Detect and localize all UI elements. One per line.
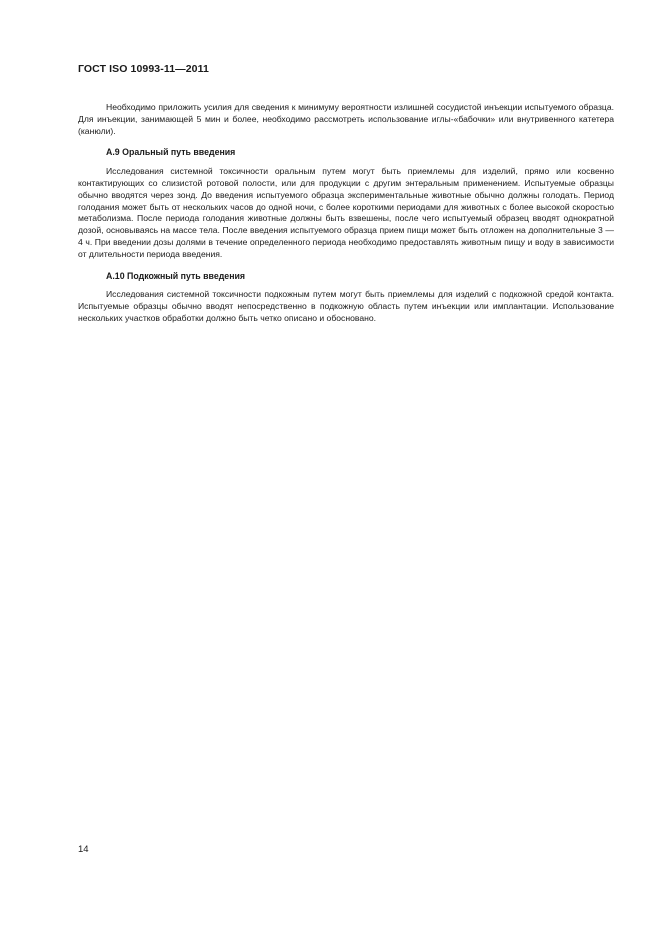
spacer <box>78 282 614 289</box>
page-number: 14 <box>78 844 89 855</box>
document-body <box>78 102 614 325</box>
spacer <box>78 137 614 147</box>
document-header: ГОСТ ISO 10993-11—2011 <box>78 63 209 75</box>
paragraph-a10-subcutaneous-route: Исследования системной токсичности подкожным путем могут быть приемлемы для изделий с подкожной средой контакта. Испытуемые образцы обычно вводят непосредственно в подкожную область путем инъекции или имплантации. Использование нескольких участков обработки должно быть четко описано и обосновано. <box>78 289 614 323</box>
paragraph-a9-oral-route: Исследования системной токсичности оральным путем могут быть приемлемы для изделий, прямо или косвенно контактирующих со слизистой ротовой полости, или для продукции с другим энтеральным применением. Испытуемые образцы обычно вводятся через зонд. До введения испытуемого образца экспериментальные животные обычно должны голодать. Период голодания может быть от нескольких часов до одной ночи, с более короткими периодами для животных с более высокой скоростью метаболизма. После периода голодания животные должны быть взвешены, после чего испытуемый образец вводят однократной дозой, основываясь на массе тела. После введения испытуемого образца прием пищи может быть отложен на дополнительные 3 — 4 ч. При введении дозы долями в течение определенного периода необходимо предоставлять животным пищу и воду в зависимости от длительности периода введения. <box>78 166 614 259</box>
paragraph-injection-note: Необходимо приложить усилия для сведения к минимуму вероятности излишней сосудистой инъекции испытуемого образца. Для инъекции, занимающей 5 мин и более, необходимо рассмотреть использование иглы-«бабочки» или внутривенного катетера (канюли). <box>78 102 614 136</box>
spacer <box>78 159 614 166</box>
section-heading-a10: А.10 Подкожный путь введения <box>106 270 246 281</box>
spacer <box>78 261 614 271</box>
section-heading-a9: А.9 Оральный путь введения <box>106 147 236 158</box>
